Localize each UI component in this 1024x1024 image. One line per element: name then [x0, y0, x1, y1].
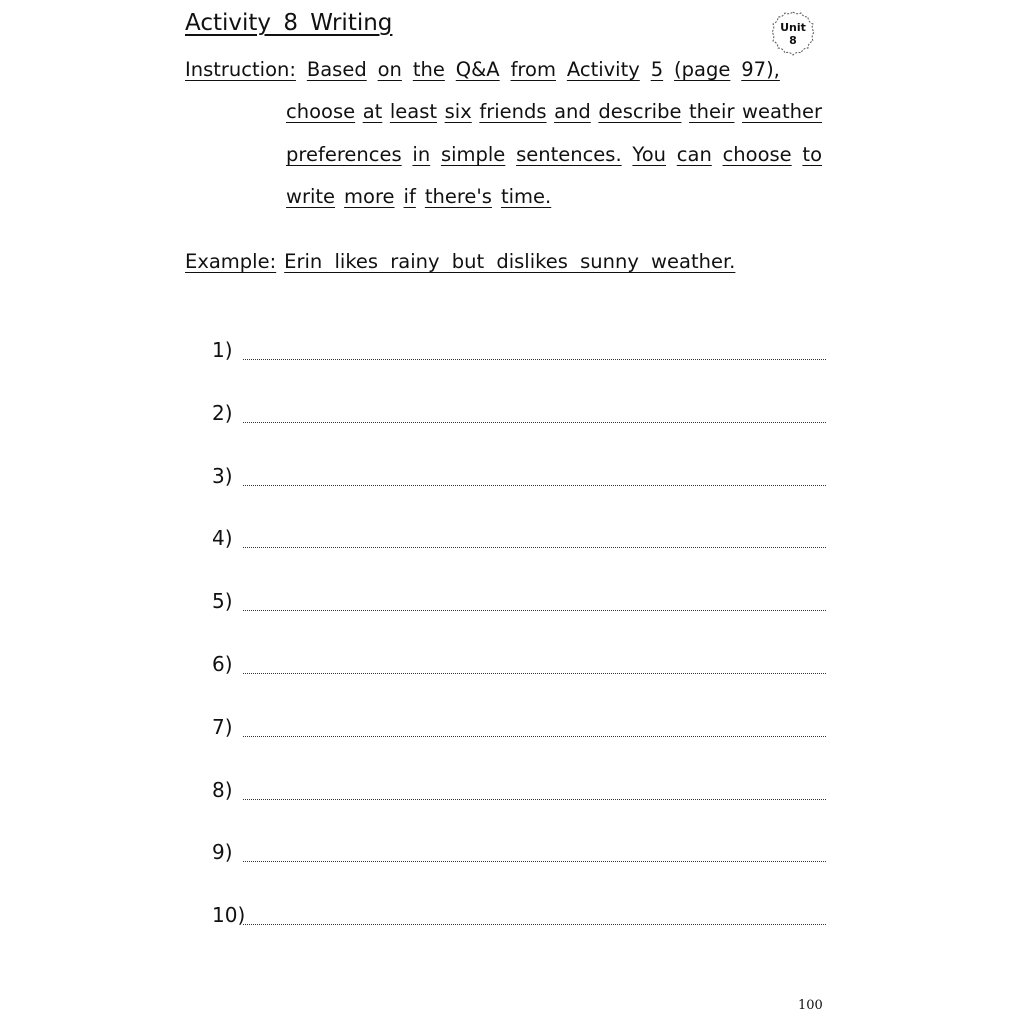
answer-number: 1)	[212, 338, 233, 362]
instruction-line-1	[185, 58, 780, 81]
instruction-word: in	[412, 143, 431, 166]
instruction-word: preferences	[286, 143, 402, 166]
unit-label: Unit	[780, 21, 806, 34]
answer-row	[212, 772, 826, 802]
instruction-word: to	[802, 143, 822, 166]
instruction-word: choose	[286, 100, 356, 123]
answer-writing-line[interactable]	[243, 924, 826, 925]
instruction-word: can	[676, 143, 712, 166]
example-label: Example:	[185, 250, 277, 273]
answer-writing-line[interactable]	[243, 547, 826, 548]
answer-row	[212, 332, 826, 362]
instruction-word: Q&A	[455, 58, 500, 81]
instruction-word: and	[554, 100, 591, 123]
answer-writing-line[interactable]	[243, 673, 826, 674]
instruction-word: Instruction:	[185, 58, 296, 81]
answer-row	[212, 646, 826, 676]
page-number: 100	[798, 998, 823, 1013]
answer-row	[212, 897, 826, 927]
answer-writing-line[interactable]	[243, 861, 826, 862]
answer-number: 9)	[212, 840, 233, 864]
answer-number: 6)	[212, 652, 233, 676]
instruction-word: 5	[650, 58, 664, 81]
answer-number: 10)	[212, 903, 246, 927]
answer-writing-line[interactable]	[243, 359, 826, 360]
instruction-word: least	[389, 100, 438, 123]
instruction-word: there's	[424, 185, 492, 208]
instruction-word: weather	[742, 100, 822, 123]
answer-writing-line[interactable]	[243, 736, 826, 737]
answer-writing-line[interactable]	[243, 799, 826, 800]
instruction-word: six	[444, 100, 472, 123]
instruction-word: choose	[722, 143, 792, 166]
instruction-word: on	[377, 58, 402, 81]
instruction-line-2	[286, 100, 822, 123]
answer-row	[212, 583, 826, 613]
unit-number: 8	[789, 34, 797, 47]
answer-writing-line[interactable]	[243, 485, 826, 486]
instruction-word: at	[362, 100, 383, 123]
answer-number: 7)	[212, 715, 233, 739]
instruction-word: friends	[479, 100, 547, 123]
answer-row	[212, 709, 826, 739]
answer-number: 5)	[212, 589, 233, 613]
answer-number: 3)	[212, 464, 233, 488]
instruction-word: (page	[674, 58, 731, 81]
instruction-word: from	[510, 58, 556, 81]
instruction-word: write	[286, 185, 336, 208]
instruction-word: if	[403, 185, 416, 208]
instruction-line-4	[286, 185, 551, 208]
instruction-word: more	[344, 185, 395, 208]
instruction-word: Based	[306, 58, 367, 81]
instruction-word: time.	[500, 185, 552, 208]
instruction-word: describe	[598, 100, 682, 123]
instruction-word: the	[412, 58, 445, 81]
answer-row	[212, 520, 826, 550]
answer-number: 8)	[212, 778, 233, 802]
instruction-word: 97),	[741, 58, 780, 81]
instruction-word: Activity	[566, 58, 640, 81]
answer-writing-line[interactable]	[243, 422, 826, 423]
example	[185, 250, 735, 273]
instruction-word: You	[632, 143, 667, 166]
answer-row	[212, 395, 826, 425]
instruction-word: their	[689, 100, 735, 123]
answer-writing-line[interactable]	[243, 610, 826, 611]
instruction-word: simple	[440, 143, 506, 166]
answer-row	[212, 458, 826, 488]
answer-number: 4)	[212, 526, 233, 550]
instruction-word: sentences.	[516, 143, 622, 166]
example-sentence: Erin likes rainy but dislikes sunny weather.	[284, 250, 736, 273]
activity-title: Activity 8 Writing	[185, 10, 393, 36]
instruction-line-3	[286, 143, 822, 166]
unit-badge	[768, 9, 818, 59]
answer-number: 2)	[212, 401, 233, 425]
answer-row	[212, 834, 826, 864]
